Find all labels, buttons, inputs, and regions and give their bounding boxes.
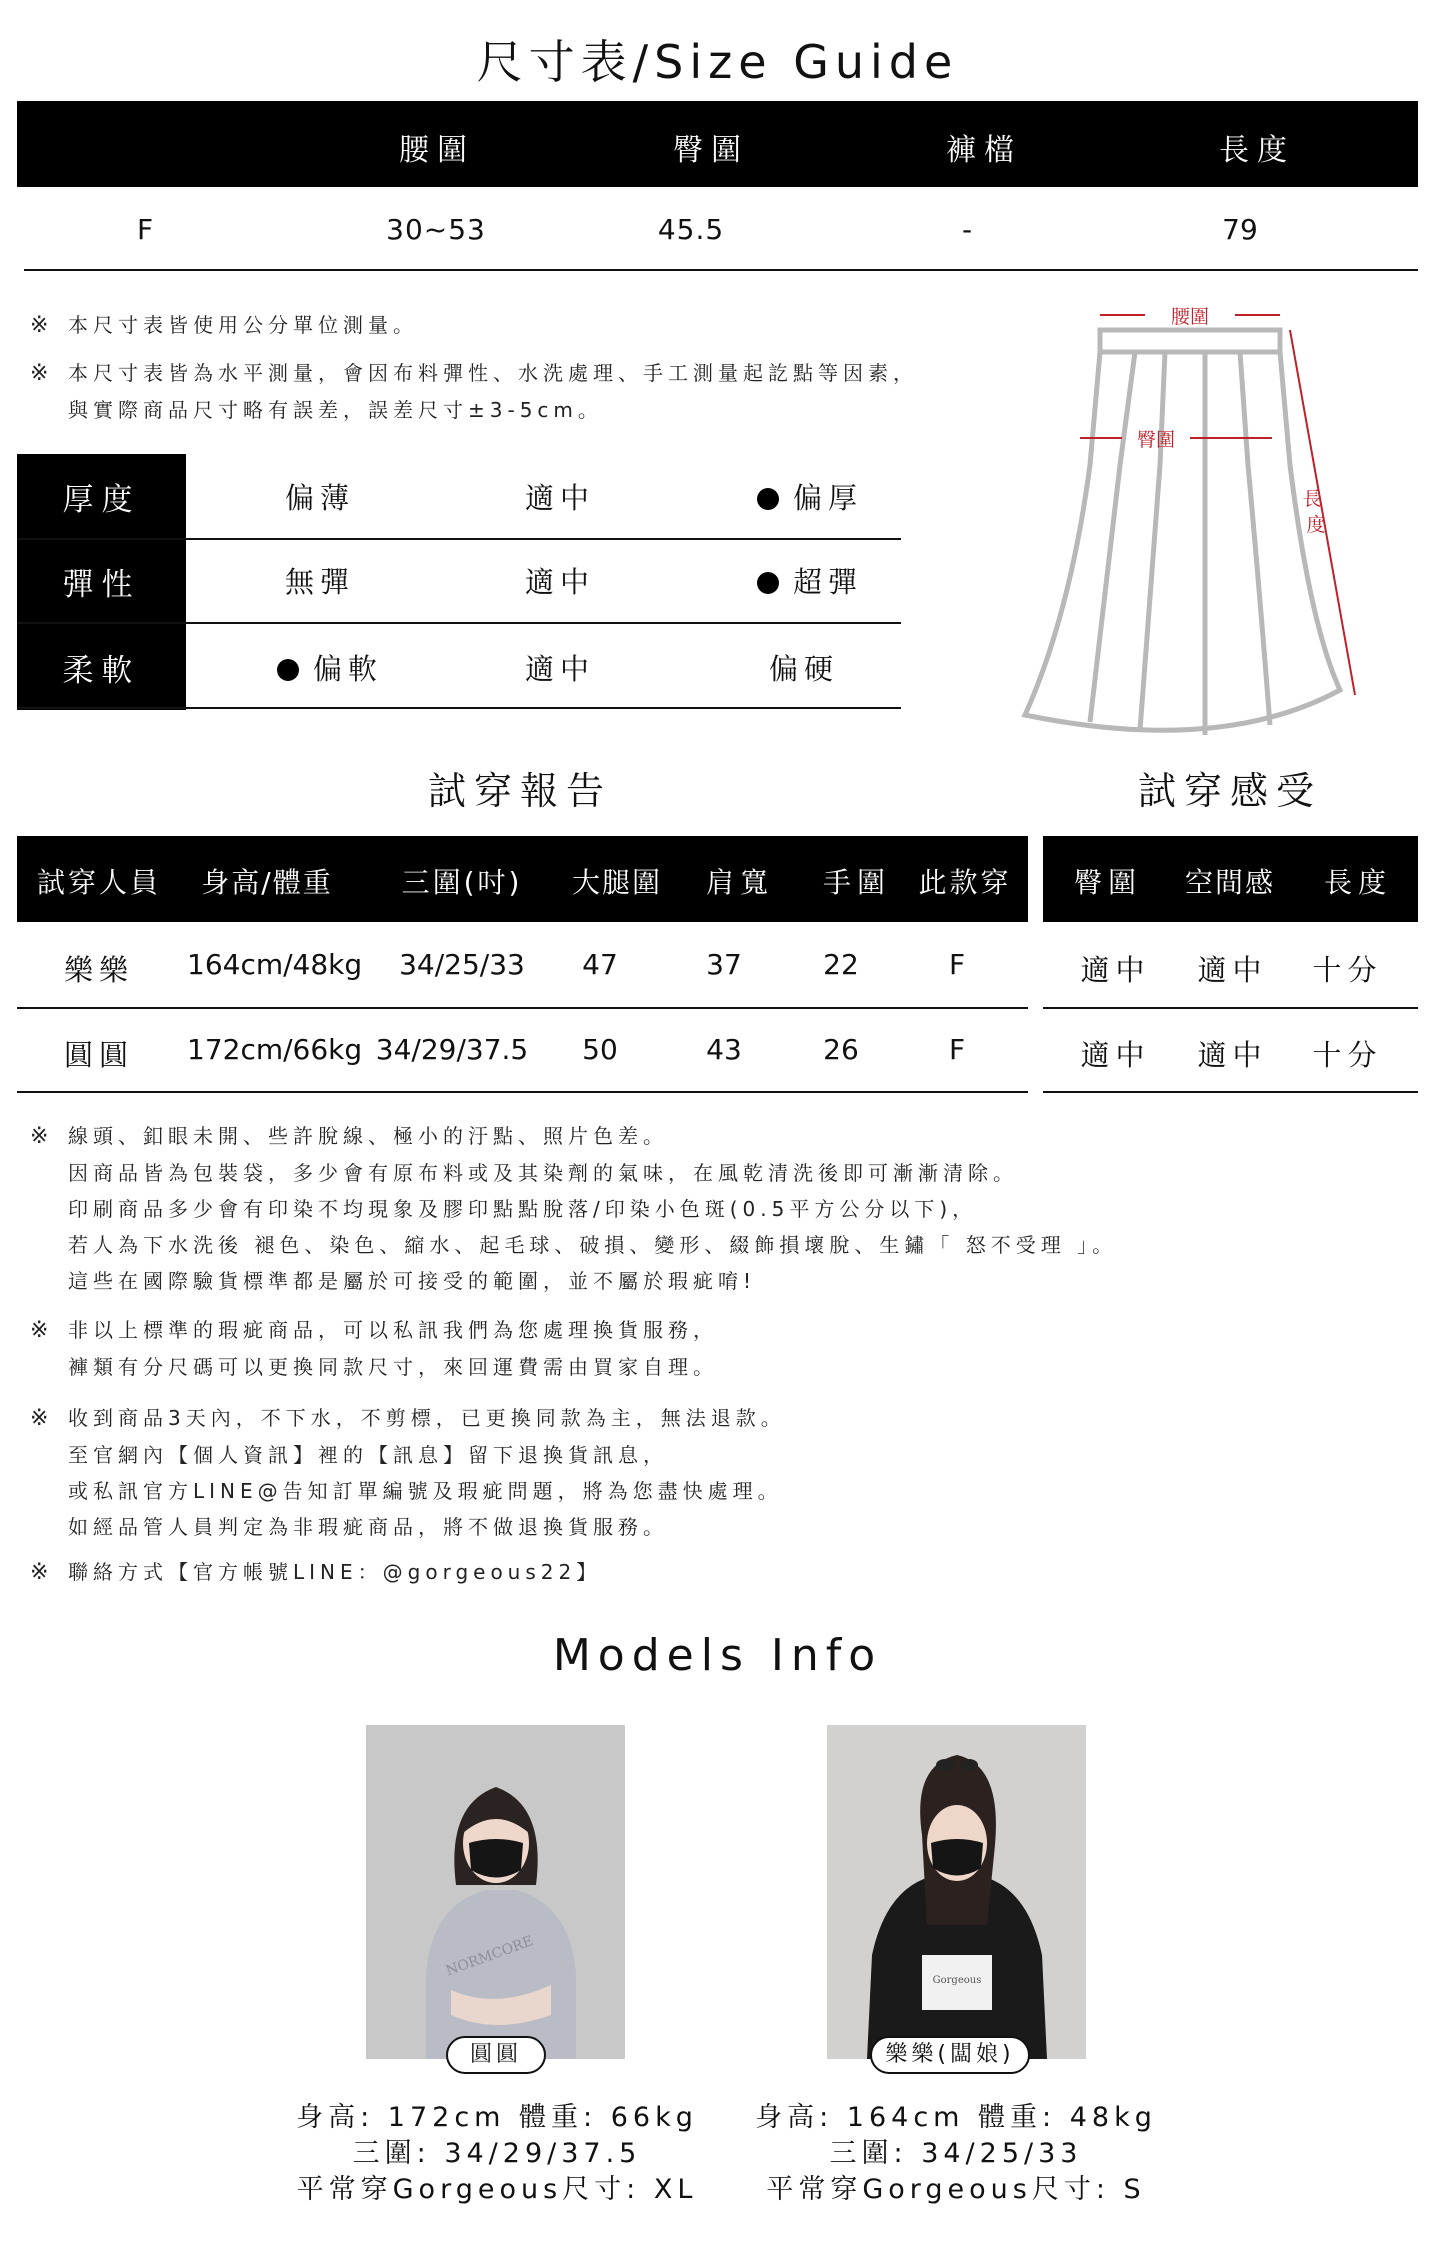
models-title: Models Info: [552, 1630, 883, 1681]
cell-feel-space: 適中: [1197, 1038, 1268, 1072]
diagram-hip-label: 臀圍: [1136, 429, 1176, 451]
model-tag-yuanyuan: 圓圓: [446, 2036, 546, 2074]
try-report-title: 試穿報告: [427, 769, 612, 813]
selected-dot-icon: [277, 659, 299, 681]
size-length-value: 79: [1222, 213, 1258, 246]
shirt-print: NORMCORE: [443, 1933, 536, 1980]
model-photo-lele: [827, 1725, 1086, 2059]
shirt-print: Gorgeous: [932, 1975, 982, 1986]
try-report-header: [17, 836, 1028, 922]
size-row-divider: [24, 269, 1418, 271]
waistband-shape: [1100, 330, 1280, 352]
selected-dot-icon: [757, 572, 779, 594]
fabric-opt: 偏硬: [768, 652, 839, 686]
model-measurements: 三圍: 34/29/37.5: [352, 2138, 642, 2169]
row-divider: [17, 1007, 1028, 1009]
model-height-weight: 身高: 164cm 體重: 48kg: [755, 2102, 1157, 2133]
model-usual-size: 平常穿Gorgeous尺寸: XL: [296, 2174, 698, 2205]
fabric-label-softness: 柔軟: [17, 624, 186, 710]
skirt-body-shape: [1025, 352, 1340, 730]
size-hip-value: 45.5: [657, 213, 725, 246]
note-exchange: ※ 非以上標準的瑕疵商品，可以私訊我們為您處理換貨服務， 褲類有分尺碼可以更換同款尺寸，來回運費需由買家自理。: [30, 1318, 718, 1379]
cell-thigh: 50: [582, 1033, 618, 1066]
fabric-opt: 偏薄: [284, 481, 355, 515]
fabric-opt-selected: 偏厚: [700, 476, 920, 517]
th-measurements: 三圍(吋): [401, 866, 523, 899]
diagram-length-label-2: 度: [1306, 514, 1326, 536]
model-photo-yuanyuan: [366, 1725, 625, 2059]
fabric-divider: [17, 707, 901, 709]
th-feel-hip: 臀圍: [1073, 866, 1142, 899]
skirt-diagram: [1010, 295, 1390, 745]
cell-feel-space: 適中: [1197, 953, 1268, 987]
row-divider: [1043, 1007, 1418, 1009]
note-defects: ※ 線頭、釦眼未開、些許脫線、極小的汙點、照片色差。 因商品皆為包裝袋，多少會有原布料或及其染劑的氣味，在風乾清洗後即可漸漸清除。 印刷商品多少會有印染不均現象及膠印點點脫落/印染小色斑(0.5平方公分以下)， 若人為下水洗後 褪色、染色、縮水、起毛球、破損、變形、綴飾損壞脫、生鏽「 怒不受理 」。 這些在國際驗貨標準都是屬於可接受的範圍，並不屬於瑕疵唷!: [30, 1124, 1118, 1293]
note-unit: ※ 本尺寸表皆使用公分單位測量。: [30, 313, 418, 338]
fabric-opt: 適中: [524, 652, 595, 686]
th-arm: 手圍: [822, 866, 891, 899]
cell-size: F: [948, 1033, 966, 1066]
fabric-opt: 適中: [524, 481, 595, 515]
cell-feel-length: 十分: [1312, 953, 1383, 987]
th-thigh: 大腿圍: [571, 866, 662, 899]
row-divider: [1043, 1091, 1418, 1093]
cell-arm: 22: [823, 948, 859, 981]
model-usual-size: 平常穿Gorgeous尺寸: S: [766, 2174, 1146, 2205]
model-height-weight: 身高: 172cm 體重: 66kg: [296, 2102, 698, 2133]
th-feel-length: 長度: [1323, 866, 1392, 899]
cell-feel-hip: 適中: [1080, 1038, 1151, 1072]
size-header-bar: [17, 101, 1418, 187]
note-measure: ※ 本尺寸表皆為水平測量，會因布料彈性、水洗處理、手工測量起訖點等因素， 與實際商品尺寸略有誤差，誤差尺寸±3-5cm。: [30, 361, 918, 422]
selected-dot-icon: [757, 488, 779, 510]
feel-header: [1043, 836, 1418, 922]
row-divider: [17, 1091, 1028, 1093]
cell-arm: 26: [823, 1033, 859, 1066]
size-f: F: [136, 213, 154, 246]
cell-hw: 164cm/48kg: [187, 948, 363, 981]
header-waist: 腰圍: [399, 133, 475, 168]
cell-size: F: [948, 948, 966, 981]
cell-name: 圓圓: [63, 1038, 134, 1072]
th-size-worn: 此款穿: [918, 866, 1012, 899]
cell-hw: 172cm/66kg: [187, 1033, 363, 1066]
fabric-opt: 適中: [524, 565, 595, 599]
header-length: 長度: [1219, 133, 1295, 168]
fabric-label-thickness: 厚度: [17, 454, 186, 539]
th-feel-space: 空間感: [1184, 866, 1275, 899]
note-contact: ※ 聯絡方式【官方帳號LINE：@gorgeous22】: [30, 1560, 602, 1585]
fabric-label-stretch: 彈性: [17, 540, 186, 623]
size-guide-title: 尺寸表/Size Guide: [476, 35, 959, 89]
th-shoulder: 肩寬: [705, 866, 774, 899]
cell-meas: 34/29/37.5: [375, 1033, 529, 1066]
header-crotch: 褲檔: [946, 133, 1022, 168]
th-person: 試穿人員: [36, 866, 161, 899]
diagram-length-label-1: 長: [1302, 488, 1322, 510]
note-returns: ※ 收到商品3天內，不下水，不剪標，已更換同款為主，無法退款。 至官網內【個人資訊】裡的【訊息】留下退換貨訊息， 或私訊官方LINE@告知訂單編號及瑕疵問題，將為您盡快處理。 如經品管人員判定為非瑕疵商品，將不做退換貨服務。: [30, 1406, 786, 1539]
size-crotch-value: -: [961, 213, 973, 246]
cell-name: 樂樂: [63, 953, 134, 987]
fabric-opt-selected: 偏軟: [230, 647, 430, 688]
fabric-opt-selected: 超彈: [700, 560, 920, 601]
feel-title: 試穿感受: [1137, 769, 1322, 813]
model-tag-lele: 樂樂(闆娘): [870, 2036, 1030, 2074]
cell-shoulder: 43: [706, 1033, 742, 1066]
cell-thigh: 47: [582, 948, 618, 981]
cell-meas: 34/25/33: [399, 948, 525, 981]
model-measurements: 三圍: 34/25/33: [829, 2138, 1083, 2169]
th-height-weight: 身高/體重: [201, 866, 333, 899]
size-waist-value: 30~53: [386, 213, 486, 246]
model-info-lele: [706, 2100, 1206, 2208]
model-info-yuanyuan: [247, 2100, 747, 2208]
cell-shoulder: 37: [706, 948, 742, 981]
cell-feel-length: 十分: [1312, 1038, 1383, 1072]
header-hip: 臀圍: [673, 133, 749, 168]
fabric-opt: 無彈: [284, 565, 355, 599]
diagram-waist-label: 腰圍: [1170, 306, 1210, 328]
cell-feel-hip: 適中: [1080, 953, 1151, 987]
